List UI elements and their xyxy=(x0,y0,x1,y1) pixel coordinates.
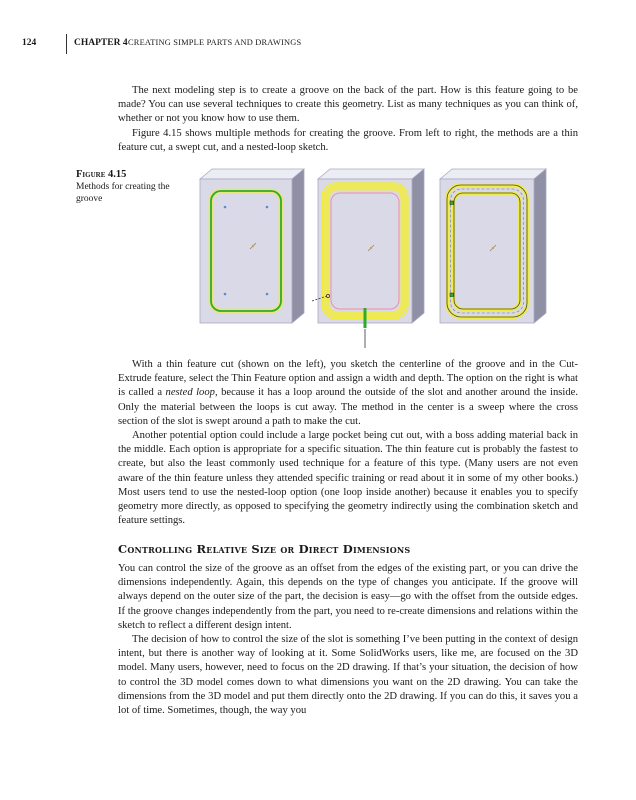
page-number: 124 xyxy=(22,38,37,48)
header-divider xyxy=(66,34,67,54)
methods-text xyxy=(118,358,578,528)
paragraph xyxy=(118,358,578,429)
section-heading: Controlling Relative Size or Direct Dimensions xyxy=(118,542,411,556)
figure-caption xyxy=(76,169,176,205)
chapter-label: CHAPTER 4 xyxy=(74,38,128,48)
intro-text xyxy=(118,84,578,155)
paragraph: Another potential option could include a large pocket being cut out, with a boss adding material back in the middle. Each option is appropriate for a specific situation. The thin feature cut is probably the fastest to create, but also the least commonly used technique for a feature of this type. (Many users are not even aware of the thin feature unless they attended specific training or read about it in some of my other books.) Most users tend to use the nested-loop option (one loop inside another) because it enables you to specify geometry more directly, as opposed to specifying the geometry indirectly using the combination sketch and feature settings. xyxy=(118,430,578,527)
figure-caption-text: Methods for creating the groove xyxy=(76,182,170,204)
swept-cut-model xyxy=(312,169,424,348)
paragraph: You can control the size of the groove as an offset from the edges of the existing part, or you can drive the dimensions independently. Again, this depends on the type of changes you anticipate. If the groove will always depend on the outer size of the part, the decision is easy—go with the offset from the outside edges. If the groove changes independently from the part, you need to re-create dimensions and relations within the sketch to reflect a different design intent. xyxy=(118,563,578,631)
section-text xyxy=(118,562,578,718)
paragraph: Figure 4.15 shows multiple methods for creating the groove. From left to right, the methods are a thin feature cut, a swept cut, and a nested-loop sketch. xyxy=(118,127,578,153)
text-run: With a thin feature cut (shown on the left), you sketch the centerline of the groove and in the Cut-Extrude feature, select the Thin Feature option and assign a width and depth. The option on the right is what is called a xyxy=(118,359,578,399)
figure-groove-methods xyxy=(194,163,604,351)
nested-loop-sketch-model xyxy=(440,169,546,323)
text-run: , because it has a loop around the outside of the slot and another around the inside. Only the material between the loops is cut away. The method in the center is a sweep where the cross section of the slot is swept around a path to make the cut. xyxy=(118,387,578,427)
paragraph: The next modeling step is to create a groove on the back of the part. How is this feature going to be made? You can use several techniques to create this geometry. List as many techniques as you can think of, whether or not you know how to use them. xyxy=(118,85,578,125)
thin-feature-cut-model xyxy=(200,169,304,323)
italic-term: nested loop xyxy=(165,387,215,399)
chapter-title: CREATING SIMPLE PARTS AND DRAWINGS xyxy=(128,38,302,47)
figure-label: Figure 4.15 xyxy=(76,169,127,180)
paragraph: The decision of how to control the size of the slot is something I’ve been putting in the context of design intent, but there is another way of looking at it. Some SolidWorks users, like me, are focused on the 3D model. Many users, however, need to focus on the 2D drawing. If that’s your situation, the decision of how to control the 3D model comes down to what dimensions you want on the 2D drawing. You can take the dimensions from the 3D model and put them directly onto the 2D drawing. If you can do this, it saves you a lot of time. Sometimes, though, the way you xyxy=(118,634,578,717)
